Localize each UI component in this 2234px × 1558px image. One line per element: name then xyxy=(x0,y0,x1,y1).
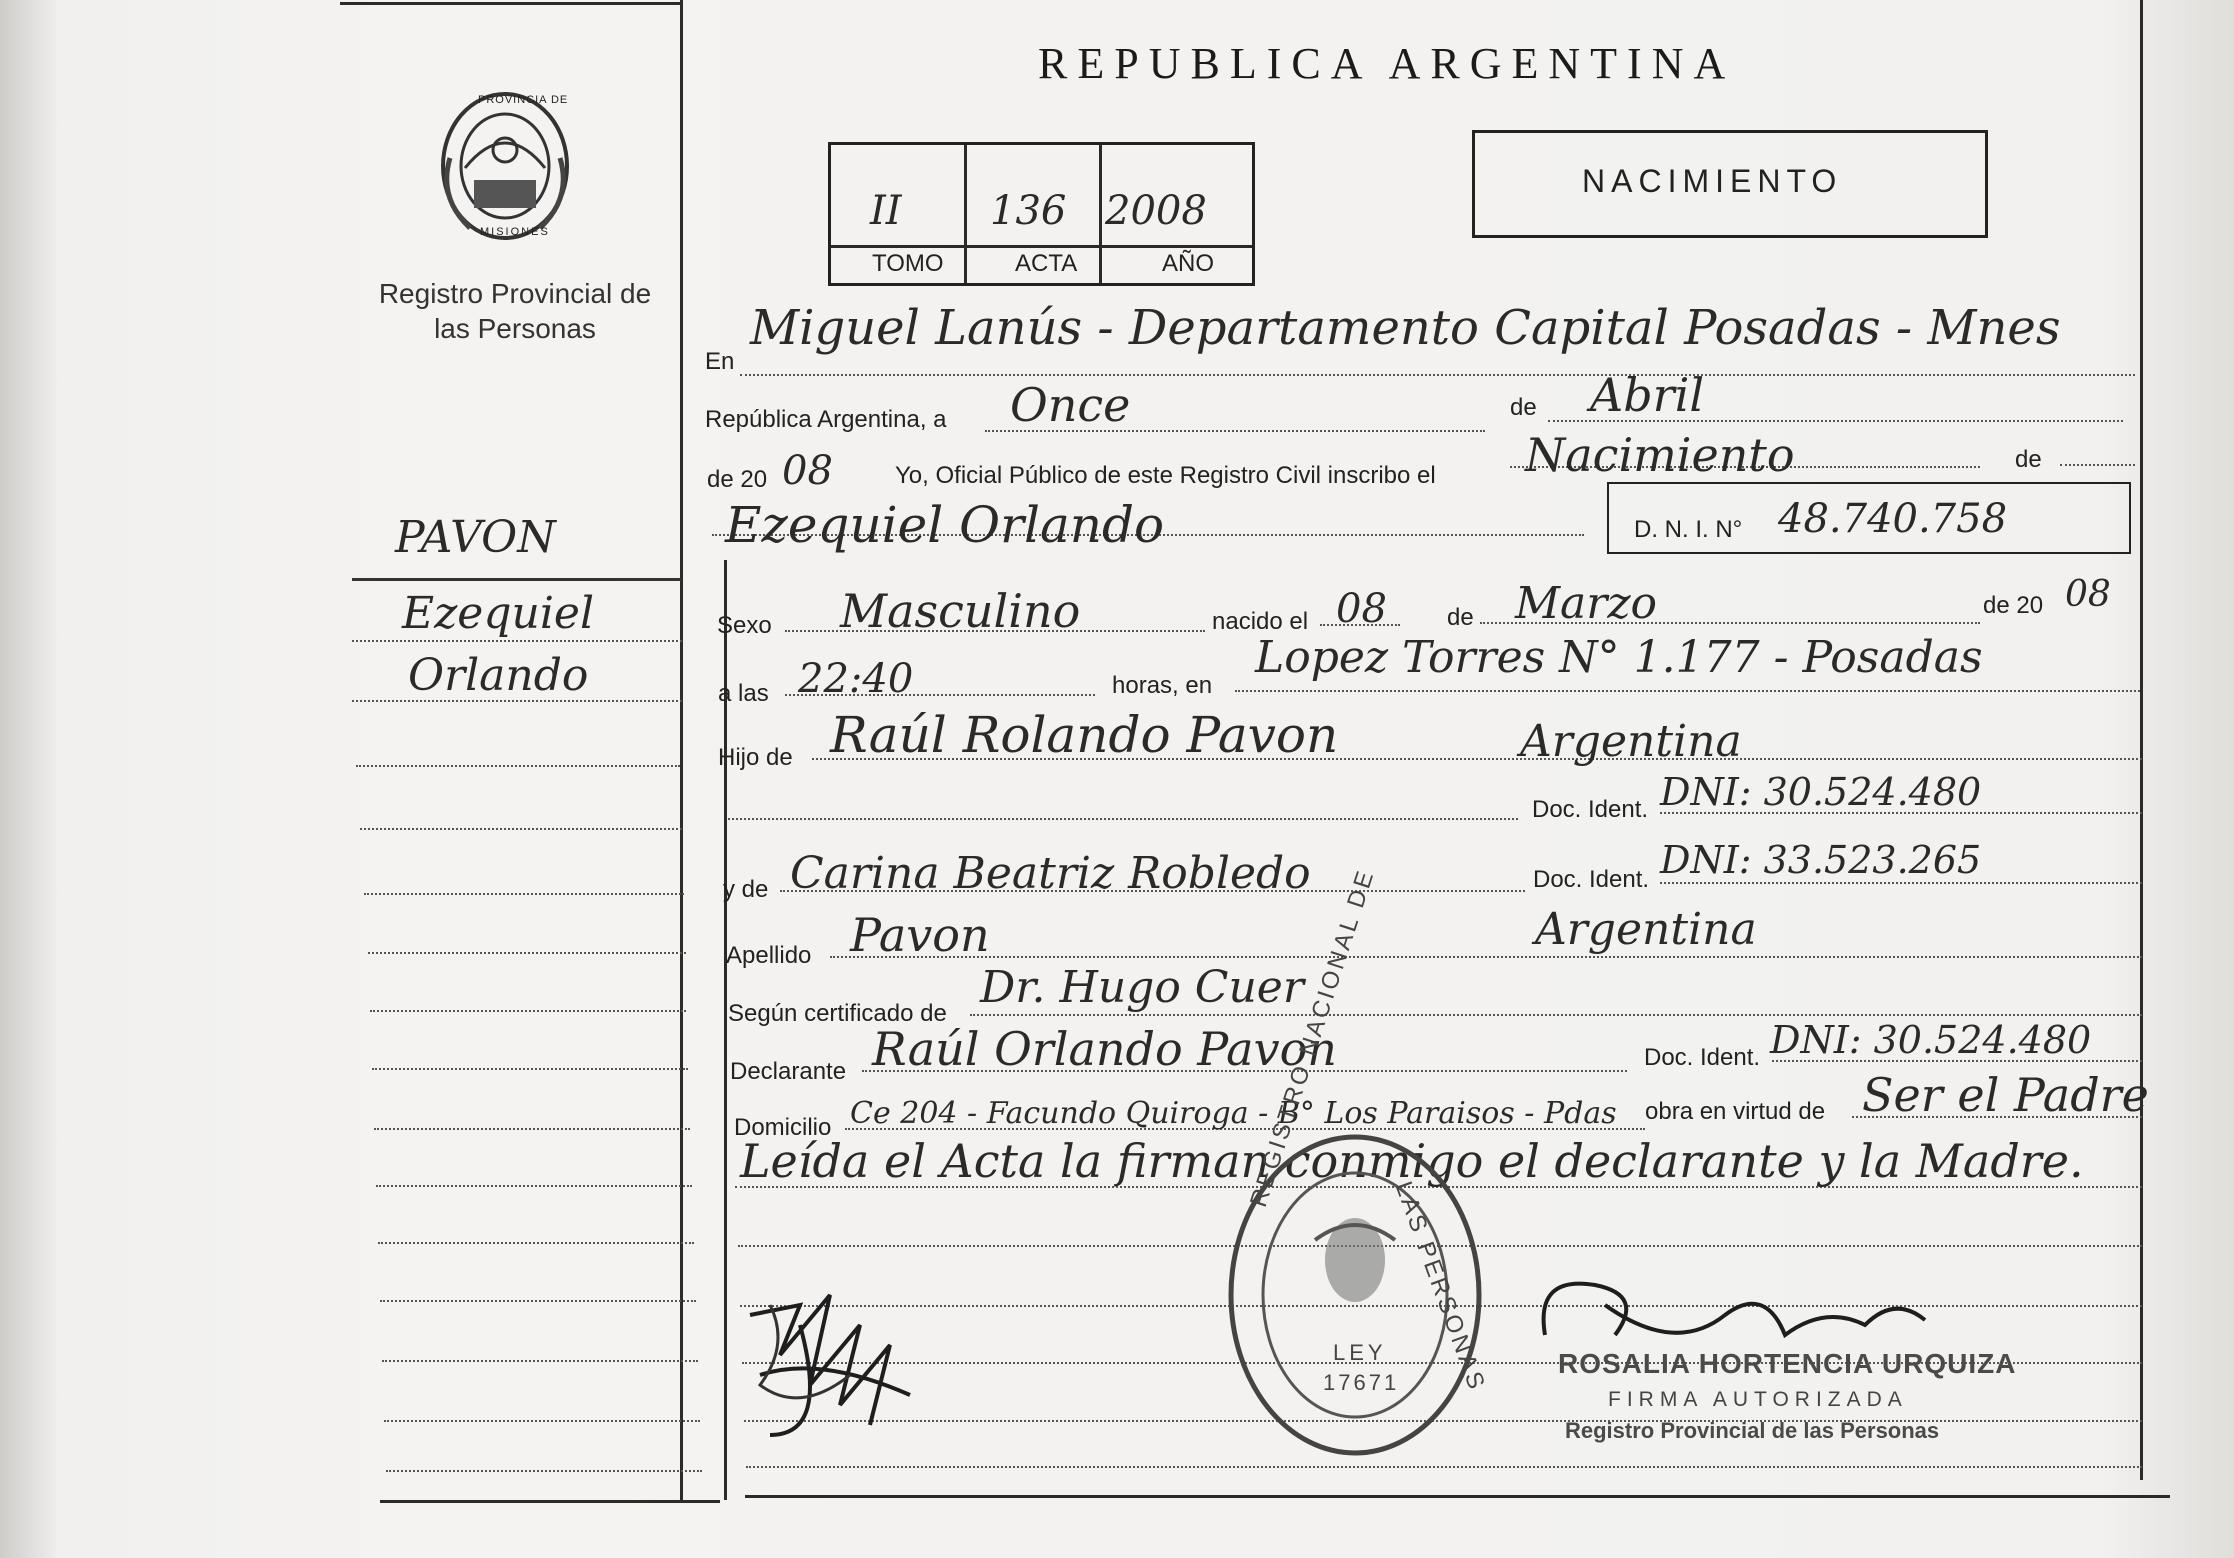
seal-law: LEY xyxy=(1333,1340,1387,1365)
emblem-icon xyxy=(430,88,580,248)
seal-arc-right: LAS PERSONAS xyxy=(1389,1178,1491,1396)
bottom-rule xyxy=(745,1495,2170,1498)
mother-doc-value: DNI: 33.523.265 xyxy=(1660,838,1982,882)
label-obra: obra en virtud de xyxy=(1645,1098,1826,1125)
left-top-rule xyxy=(340,2,680,5)
label-doc-2: Doc. Ident. xyxy=(1533,866,1650,893)
margin-name2: Orlando xyxy=(408,650,589,701)
father-doc-value: DNI: 30.524.480 xyxy=(1660,770,1982,814)
margin-surname: PAVON xyxy=(395,512,556,563)
birth-year-suffix-value: 08 xyxy=(2065,574,2111,615)
label-de-2: de xyxy=(2015,446,2042,473)
label-nacido: nacido el xyxy=(1212,608,1309,635)
page-edge xyxy=(0,0,56,1558)
sex-value: Masculino xyxy=(840,584,1081,638)
label-de-1: de xyxy=(1510,394,1537,421)
address-value: Ce 204 - Facundo Quiroga - B° Los Paraisos - Pdas xyxy=(850,1096,1617,1131)
label-declarante: Declarante xyxy=(730,1058,847,1085)
emblem-text-bottom: MISIONES xyxy=(480,226,550,238)
label-alas: a las xyxy=(718,680,769,707)
label-doc-1: Doc. Ident. xyxy=(1532,796,1649,823)
declarant-value: Raúl Orlando Pavon xyxy=(872,1022,1337,1076)
stamp-role: FIRMA AUTORIZADA xyxy=(1608,1388,1908,1411)
label-apellido: Apellido xyxy=(726,942,812,969)
declarant-signature-icon xyxy=(740,1285,930,1445)
label-sexo: Sexo xyxy=(717,612,772,639)
label-doc-3: Doc. Ident. xyxy=(1644,1044,1761,1071)
acta-value: 136 xyxy=(990,188,1067,234)
father-value: Raúl Rolando Pavon xyxy=(830,706,1339,764)
anio-value: 2008 xyxy=(1105,188,1207,234)
left-bottom-rule xyxy=(380,1500,720,1503)
right-border xyxy=(2140,0,2143,1480)
label-segun: Según certificado de xyxy=(728,1000,947,1027)
label-yde: y de xyxy=(723,876,769,903)
seal-law-number: 17671 xyxy=(1323,1370,1400,1395)
label-en: En xyxy=(705,348,735,375)
certificate-value: Dr. Hugo Cuer xyxy=(980,962,1304,1013)
registry-name: Registro Provincial de las Personas xyxy=(378,278,652,344)
acta-label: ACTA xyxy=(1015,250,1078,277)
child-name-value: Ezequiel Orlando xyxy=(725,496,1165,554)
seal-arc-left: REGISTRO NACIONAL DE xyxy=(1245,865,1381,1211)
place-value: Miguel Lanús - Departamento Capital Posadas - Mnes xyxy=(750,300,2061,356)
mother-nationality-value: Argentina xyxy=(1535,904,1757,955)
label-domicilio: Domicilio xyxy=(734,1114,832,1141)
anio-label: AÑO xyxy=(1162,250,1215,277)
year-suffix-value: 08 xyxy=(782,448,833,494)
birth-month-value: Marzo xyxy=(1515,578,1657,629)
time-value: 22:40 xyxy=(798,656,914,702)
tomo-value: II xyxy=(870,188,902,234)
label-hijo: Hijo de xyxy=(718,744,793,771)
province-emblem xyxy=(430,88,580,248)
birth-day-value: 08 xyxy=(1336,586,1387,632)
official-seal xyxy=(1225,865,1491,1460)
mother-value: Carina Beatriz Robledo xyxy=(790,848,1311,899)
left-column-border xyxy=(680,0,683,1500)
stamp-org: Registro Provincial de las Personas xyxy=(1565,1418,1940,1443)
emblem-text-top: PROVINCIA DE xyxy=(478,94,569,106)
label-yo: Yo, Oficial Público de este Registro Civil inscribo el xyxy=(895,462,1436,489)
birth-place-value: Lopez Torres N° 1.177 - Posadas xyxy=(1255,632,1983,683)
label-de-3: de xyxy=(1447,604,1474,631)
dni-value: 48.740.758 xyxy=(1778,496,2008,542)
act-word-value: Nacimiento xyxy=(1525,428,1795,482)
stamp-name: ROSALIA HORTENCIA URQUIZA xyxy=(1558,1348,2017,1379)
label-republica: República Argentina, a xyxy=(705,406,947,433)
reason-value: Ser el Padre xyxy=(1862,1068,2149,1122)
father-nationality-value: Argentina xyxy=(1520,716,1742,767)
label-dni: D. N. I. N° xyxy=(1634,516,1743,543)
act-type: NACIMIENTO xyxy=(1582,163,1843,199)
closing-value: Leída el Acta la firman conmigo el declarante y la Madre. xyxy=(740,1134,2084,1188)
month-value: Abril xyxy=(1590,368,1705,422)
declarant-doc-value: DNI: 30.524.480 xyxy=(1770,1018,2092,1062)
margin-name1: Ezequiel xyxy=(402,588,595,639)
label-de20: de 20 xyxy=(707,466,768,493)
tomo-label: TOMO xyxy=(872,250,944,277)
label-de20-b: de 20 xyxy=(1983,592,2044,619)
day-value: Once xyxy=(1010,378,1131,432)
country-title: REPUBLICA ARGENTINA xyxy=(1038,39,1736,88)
label-horas: horas, en xyxy=(1112,672,1213,699)
surname-value: Pavon xyxy=(850,908,990,962)
margin-underline xyxy=(352,578,682,581)
